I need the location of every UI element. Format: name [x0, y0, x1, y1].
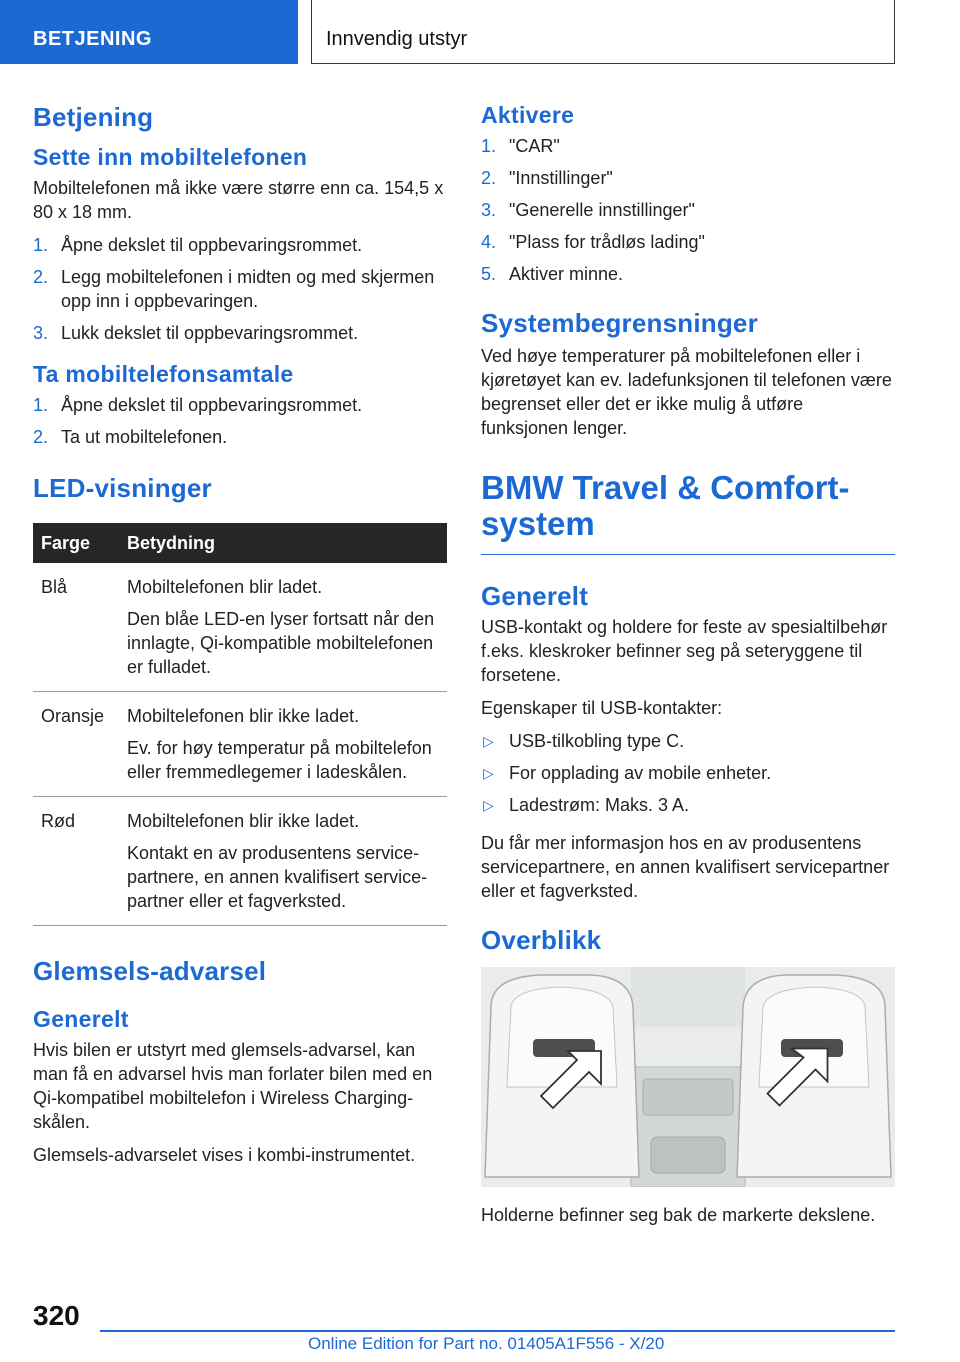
list-item: 3. Lukk dekslet til oppbevaringsrommet. — [33, 323, 359, 343]
seat-back-drawing — [481, 967, 895, 1187]
list-item: 3. "Generelle innstillinger" — [481, 200, 695, 220]
triangle-bullet-icon: ▷ — [483, 765, 494, 781]
table-row — [33, 563, 447, 692]
insert-steps — [33, 233, 447, 345]
heading-betjening: Betjening — [33, 102, 154, 132]
list-item: ▷ For opplading av mobile enheter. — [483, 763, 772, 783]
table-row — [33, 797, 447, 926]
footer-divider — [100, 1330, 895, 1332]
chapter-tab — [311, 0, 895, 64]
heading-overblikk: Overblikk — [481, 925, 602, 955]
list-item: 1. "CAR" — [481, 136, 560, 156]
heading-system: Systembegrensninger — [481, 308, 758, 338]
table-row — [33, 692, 447, 797]
list-item: ▷ USB-tilkobling type C. — [483, 731, 685, 751]
paragraph-generelt: USB-kontakt og holdere for feste av spesialtilbehør f.eks. kleskroker befinner seg på seteryggene til forsetene. — [481, 617, 888, 685]
heading-bmw-travel: BMW Travel & Comfort-system — [481, 470, 895, 555]
heading-ta-ut: Ta mobiltelefonsamtale — [33, 361, 294, 387]
remove-steps — [33, 393, 447, 449]
list-item: 2. "Innstillinger" — [481, 168, 613, 188]
section-title: BETJENING — [33, 28, 152, 50]
table-cell-color: Rød — [33, 797, 119, 926]
list-item: 1. Åpne dekslet til oppbevaringsrommet. — [33, 235, 363, 255]
paragraph-egenskaper: Egenskaper til USB-kontakter: — [481, 698, 723, 718]
list-item: 4. "Plass for trådløs lading" — [481, 232, 705, 252]
heading-generelt-right: Generelt — [481, 581, 589, 611]
table-cell-meaning: Mobiltelefonen blir ikke ladet. Kontakt en av produsentens servicepartnere, en annen kvalifisert servicepartner eller et fagverksted. — [119, 797, 447, 926]
triangle-bullet-icon: ▷ — [483, 797, 494, 813]
paragraph-info: Du får mer informasjon hos en av produsentens servicepartnere, en annen kvalifisert servicepartner eller et fagverksted. — [481, 833, 890, 901]
table-cell-meaning: Mobiltelefonen blir ladet. Den blåe LED-en lyser fortsatt når den innlagte, Qi-kompatible mobiltelefonen er fulladet. — [119, 563, 447, 692]
right-column — [481, 100, 895, 1236]
table-header: Farge — [33, 523, 119, 563]
table-header: Betydning — [119, 523, 447, 563]
list-item: 1. Åpne dekslet til oppbevaringsrommet. — [33, 395, 363, 415]
paragraph-size: Mobiltelefonen må ikke være større enn ca. 154,5 x 80 x 18 mm. — [33, 178, 444, 222]
page-number: 320 — [33, 1300, 80, 1331]
heading-led: LED-visninger — [33, 473, 212, 503]
section-tab — [0, 0, 298, 64]
table-cell-color: Oransje — [33, 692, 119, 797]
table-cell-color: Blå — [33, 563, 119, 692]
paragraph-system: Ved høye temperaturer på mobiltelefonen eller i kjøretøyet kan ev. ladefunksjonen til telefonen være begrenset eller det er ikke mulig å utføre funksjonen lenger. — [481, 346, 892, 438]
heading-aktivere: Aktivere — [481, 102, 575, 128]
usb-list — [481, 729, 895, 817]
seat-back-illustration — [481, 967, 895, 1187]
triangle-bullet-icon: ▷ — [483, 733, 494, 749]
led-table — [33, 523, 447, 926]
list-item: 5. Aktiver minne. — [481, 264, 624, 284]
table-cell-meaning: Mobiltelefonen blir ikke ladet. Ev. for høy temperatur på mobiltelefon eller fremmedlegemer i ladeskålen. — [119, 692, 447, 797]
paragraph-glemsels-1: Hvis bilen er utstyrt med glemsels-advarsel, kan man få en advarsel hvis man forlater bilen med en Qi-kompatibel mobiltelefon i Wireless Charging-skålen. — [33, 1040, 433, 1132]
list-item: 2. Legg mobiltelefonen i midten og med skjermen opp inn i oppbevaringen. — [33, 267, 435, 311]
list-item: ▷ Ladestrøm: Maks. 3 A. — [483, 795, 690, 815]
paragraph-holderne: Holderne befinner seg bak de markerte dekslene. — [481, 1205, 876, 1225]
left-column — [33, 100, 447, 1176]
activate-steps — [481, 134, 895, 286]
chapter-title: Innvendig utstyr — [326, 28, 468, 50]
list-item: 2. Ta ut mobiltelefonen. — [33, 427, 228, 447]
heading-sette-inn: Sette inn mobiltelefonen — [33, 144, 308, 170]
paragraph-glemsels-2: Glemsels-advarselet vises i kombi-instrumentet. — [33, 1145, 416, 1165]
heading-generelt-left: Generelt — [33, 1006, 129, 1032]
heading-glemsels: Glemsels-advarsel — [33, 956, 267, 986]
footer-edition: Online Edition for Part no. 01405A1F556 - X/20 — [308, 1334, 665, 1353]
